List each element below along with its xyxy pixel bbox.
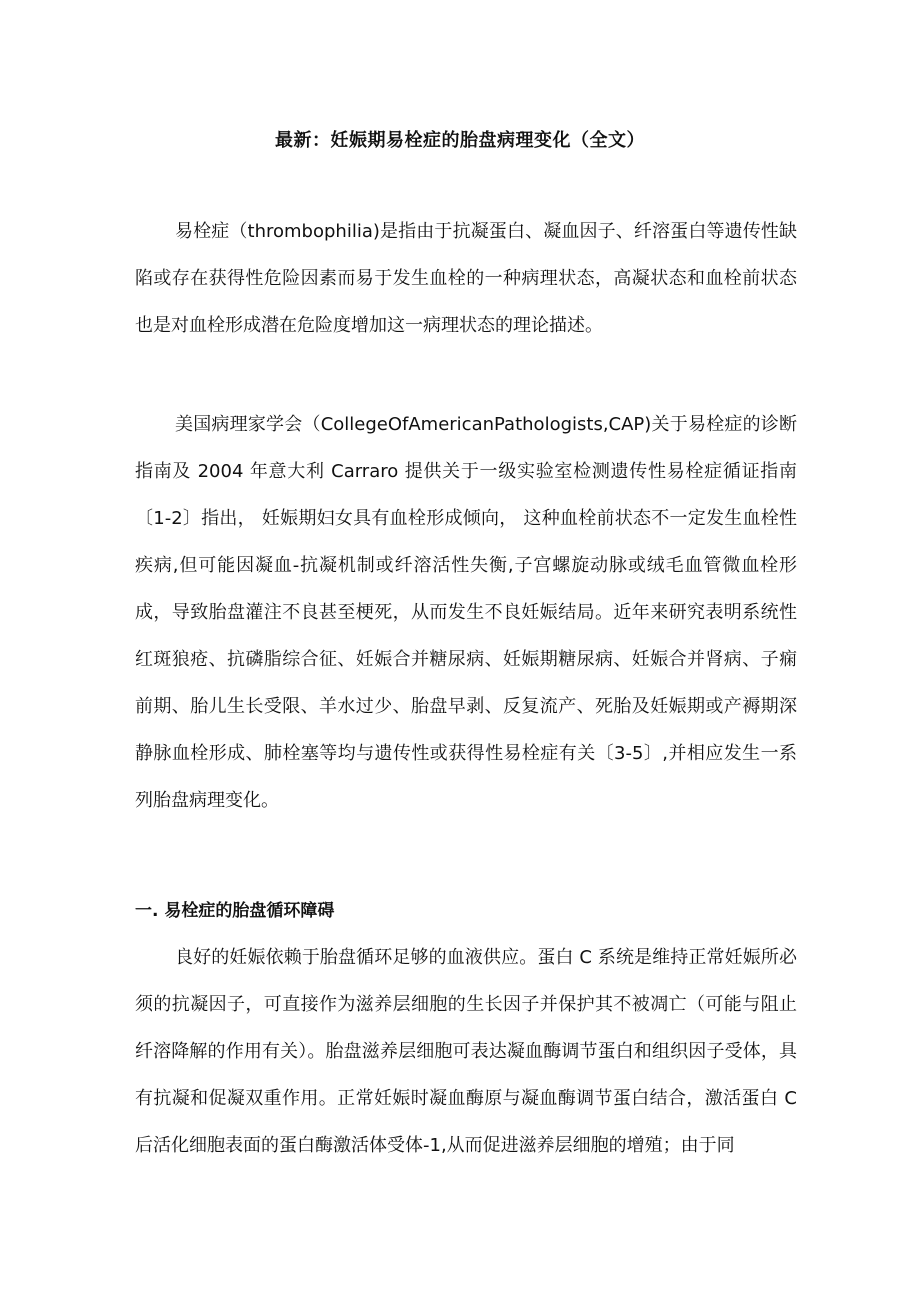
section-heading-placental-circulation: 一. 易栓症的胎盘循环障碍 bbox=[135, 901, 335, 921]
paragraph-thrombophilia-definition: 易栓症（thrombophilia)是指由于抗凝蛋白、凝血因子、纤溶蛋白等遗传性缺陷或存在获得性危险因素而易于发生血栓的一种病理状态，高凝状态和血栓前状态也是对血栓形成潜在危险度增加这一病理状态的理论描述。 bbox=[135, 221, 797, 336]
paragraph-cap-guidelines: 美国病理家学会（CollegeOfAmericanPathologists,CAP)关于易栓症的诊断指南及 2004 年意大利 Carraro 提供关于一级实验室检测遗传性易栓症循证指南〔1-2〕指出， 妊娠期妇女具有血栓形成倾向， 这种血栓前状态不一定发生血栓性疾病,但可能因凝血-抗凝机制或纤溶活性失衡,子宫螺旋动脉或绒毛血管微血栓形成，导致胎盘灌注不良甚至梗死，从而发生不良妊娠结局。近年来研究表明系统性红斑狼疮、抗磷脂综合征、妊娠合并糖尿病、妊娠期糖尿病、妊娠合并肾病、子痫前期、胎儿生长受限、羊水过少、胎盘早剥、反复流产、死胎及妊娠期或产褥期深静脉血栓形成、肺栓塞等均与遗传性或获得性易栓症有关〔3-5〕,并相应发生一系列胎盘病理变化。 bbox=[135, 414, 797, 811]
document-title: 最新：妊娠期易栓症的胎盘病理变化（全文） bbox=[275, 130, 645, 151]
paragraph-protein-c-system: 良好的妊娠依赖于胎盘循环足够的血液供应。蛋白 C 系统是维持正常妊娠所必须的抗凝因子，可直接作为滋养层细胞的生长因子并保护其不被凋亡（可能与阻止纤溶降解的作用有关）。胎盘滋养层细胞可表达凝血酶调节蛋白和组织因子受体，具有抗凝和促凝双重作用。正常妊娠时凝血酶原与凝血酶调节蛋白结合，激活蛋白 C 后活化细胞表面的蛋白酶激活体受体-1,从而促进滋养层细胞的增殖；由于同 bbox=[135, 947, 797, 1156]
